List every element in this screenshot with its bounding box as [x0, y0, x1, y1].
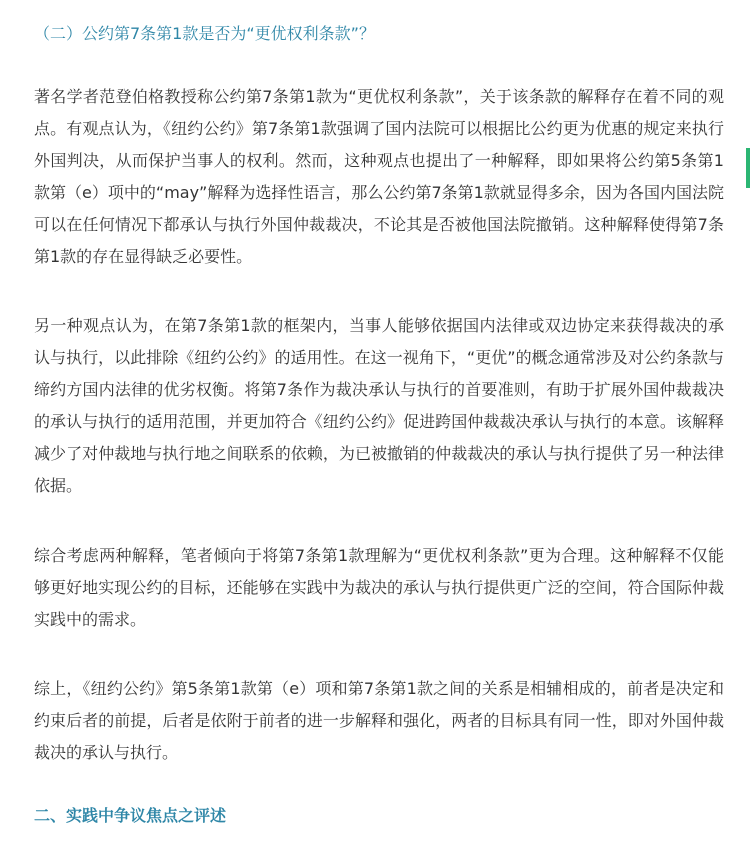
paragraph-2: 另一种观点认为，在第7条第1款的框架内，当事人能够依据国内法律或双边协定来获得裁决的承认与执行，以此排除《纽约公约》的适用性。在这一视角下，“更优”的概念通常涉及对公约条款与缔约方国内法律的优劣权衡。将第7条作为裁决承认与执行的首要准则，有助于扩展外国仲裁裁决的承认与执行的适用范围，并更加符合《纽约公约》促进跨国仲裁裁决承认与执行的本意。该解释减少了对仲裁地与执行地之间联系的依赖，为已被撤销的仲裁裁决的承认与执行提供了另一种法律依据。 [34, 316, 724, 495]
section-heading: 二、实践中争议焦点之评述 [34, 806, 227, 825]
subheading: （二）公约第7条第1款是否为“更优权利条款”？ [34, 24, 375, 43]
edge-marker [746, 148, 750, 188]
paragraph-1: 著名学者范登伯格教授称公约第7条第1款为“更优权利条款”，关于该条款的解释存在着不同的观点。有观点认为，《纽约公约》第7条第1款强调了国内法院可以根据比公约更为优惠的规定来执行外国判决，从而保护当事人的权利。然而，这种观点也提出了一种解释，即如果将公约第5条第1款第（e）项中的“may”解释为选择性语言，那么公约第7条第1款就显得多余，因为各国内国法院可以在任何情况下都承认与执行外国仲裁裁决，不论其是否被他国法院撤销。这种解释使得第7条第1款的存在显得缺乏必要性。 [34, 87, 724, 266]
paragraph-4: 综上，《纽约公约》第5条第1款第（e）项和第7条第1款之间的关系是相辅相成的，前者是决定和约束后者的前提，后者是依附于前者的进一步解释和强化，两者的目标具有同一性，即对外国仲裁裁决的承认与执行。 [34, 679, 724, 762]
paragraph-3: 综合考虑两种解释，笔者倾向于将第7条第1款理解为“更优权利条款”更为合理。这种解释不仅能够更好地实现公约的目标，还能够在实践中为裁决的承认与执行提供更广泛的空间，符合国际仲裁实践中的需求。 [34, 546, 724, 629]
